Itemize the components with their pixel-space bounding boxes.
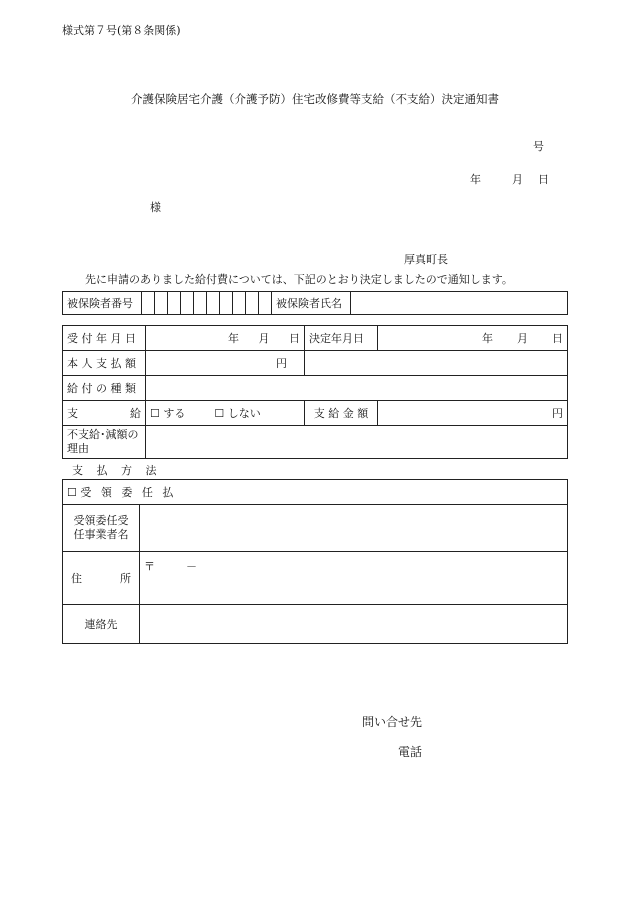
- inquiry-label: 問い合せ先: [362, 715, 423, 729]
- received-date-field[interactable]: [146, 326, 305, 351]
- payment-options: [146, 401, 305, 426]
- yen-unit: 円: [552, 407, 563, 420]
- insured-digit-cell[interactable]: [207, 292, 220, 315]
- self-pay-blank: [305, 351, 568, 376]
- address-label: 住 所: [63, 552, 140, 605]
- self-pay-field[interactable]: [146, 351, 305, 376]
- issuer: 厚真町長: [404, 253, 448, 266]
- insured-name-field[interactable]: [351, 292, 568, 315]
- received-date-label: 受 付 年 月 日: [63, 326, 146, 351]
- payment-no-checkbox[interactable]: ☐: [214, 407, 225, 420]
- insured-digit-cell[interactable]: [142, 292, 155, 315]
- payment-yes-checkbox[interactable]: ☐: [150, 407, 160, 420]
- benefit-type-field[interactable]: [146, 376, 568, 401]
- insured-digit-cell[interactable]: [155, 292, 168, 315]
- insured-digit-cell[interactable]: [246, 292, 259, 315]
- intro-text: 先に申請のありました給付費については、下記のとおり決定しましたので通知します。: [85, 273, 513, 286]
- postal-dash: －: [186, 560, 197, 573]
- benefit-type-label: 給 付 の 種 類: [63, 376, 146, 401]
- yen-unit: 円: [276, 357, 287, 370]
- delegated-label: 受 領 委 任 払: [80, 486, 177, 499]
- issue-date: [470, 171, 549, 187]
- delegated-payment-option: [63, 480, 568, 505]
- insured-digit-cell[interactable]: [259, 292, 272, 315]
- decision-table: [62, 325, 568, 459]
- month-label: 月: [517, 332, 528, 345]
- insured-number-label: 被保険者番号: [63, 292, 142, 315]
- payment-amount-label: 支 給 金 額: [305, 401, 378, 426]
- insured-digit-cell[interactable]: [181, 292, 194, 315]
- self-pay-label: 本 人 支 払 額: [63, 351, 146, 376]
- month-label: 月: [258, 332, 270, 345]
- payment-method-table: [62, 479, 568, 644]
- reason-label: 不支給･減額の理由: [63, 426, 146, 459]
- payment-method-heading: 支 払 方 法: [72, 464, 162, 477]
- delegated-checkbox[interactable]: ☐: [67, 486, 77, 499]
- document-title: 介護保険居宅介護（介護予防）住宅改修費等支給（不支給）決定通知書: [131, 92, 499, 106]
- contact-field[interactable]: [140, 605, 568, 644]
- day-label: 日: [289, 332, 300, 345]
- payment-label: 支 給: [63, 401, 146, 426]
- form-number: 様式第７号(第８条関係): [62, 24, 181, 37]
- year-label: 年: [470, 173, 481, 186]
- payment-yes-label: する: [163, 407, 186, 420]
- insured-digit-cell[interactable]: [233, 292, 246, 315]
- insured-digit-cell[interactable]: [168, 292, 181, 315]
- reason-field[interactable]: [146, 426, 568, 459]
- month-label: 月: [512, 173, 523, 186]
- number-label: 号: [533, 140, 544, 153]
- operator-name-label: 受領委任受任事業者名: [63, 505, 140, 552]
- insured-digit-cell[interactable]: [194, 292, 207, 315]
- recipient-suffix: 様: [150, 201, 161, 214]
- address-field[interactable]: [140, 552, 568, 605]
- year-label: 年: [228, 332, 239, 345]
- contact-label: 連絡先: [63, 605, 140, 644]
- operator-name-field[interactable]: [140, 505, 568, 552]
- day-label: 日: [552, 332, 563, 345]
- postal-mark: 〒: [144, 560, 155, 573]
- payment-no-label: しない: [227, 407, 261, 420]
- year-label: 年: [482, 332, 493, 345]
- decision-date-field[interactable]: [378, 326, 568, 351]
- insured-name-label: 被保険者氏名: [272, 292, 351, 315]
- insured-digit-cell[interactable]: [220, 292, 233, 315]
- decision-date-label: 決定年月日: [305, 326, 378, 351]
- insured-table: [62, 291, 568, 315]
- phone-label: 電話: [398, 745, 423, 759]
- payment-amount-field[interactable]: [378, 401, 568, 426]
- day-label: 日: [538, 173, 549, 186]
